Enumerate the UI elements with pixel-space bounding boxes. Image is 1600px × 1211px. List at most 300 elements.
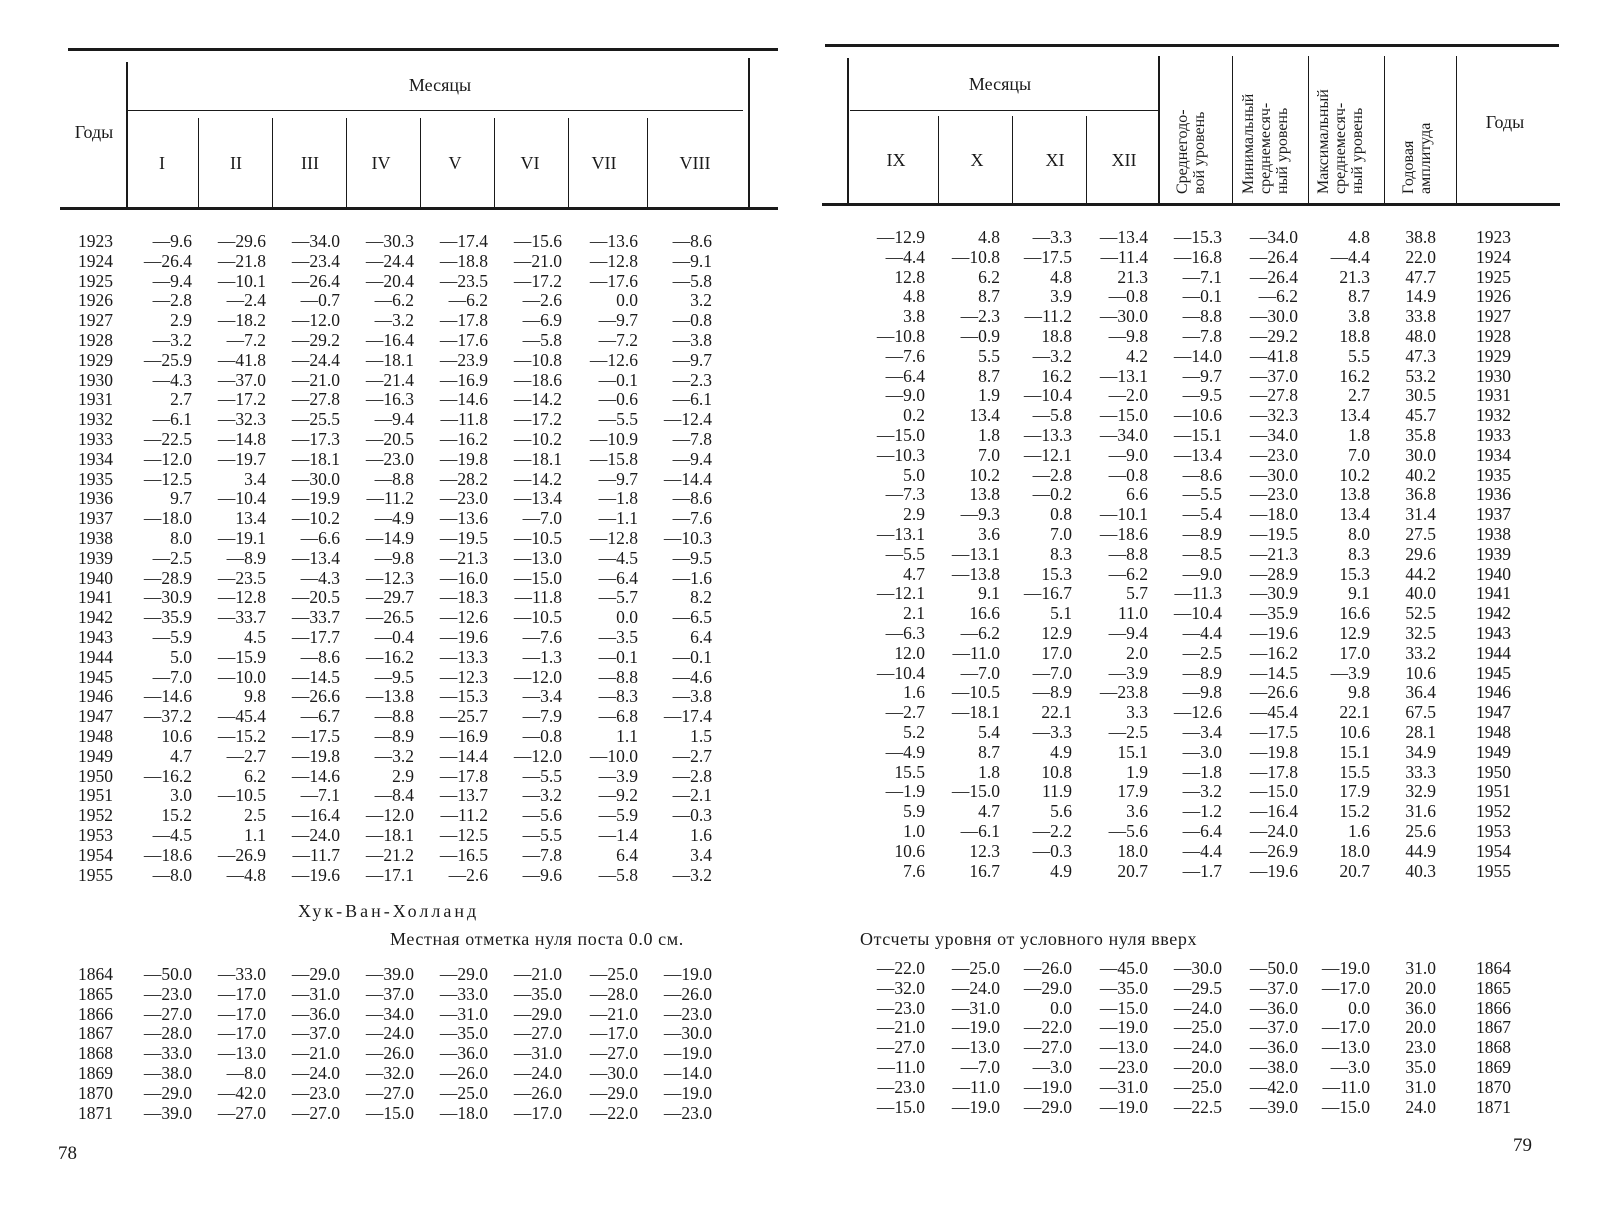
value-cell: 40.0 bbox=[1405, 583, 1436, 604]
value-cell: —9.2 bbox=[598, 785, 638, 806]
value-cell: —24.0 bbox=[513, 1063, 562, 1083]
value-cell: 4.7 bbox=[170, 745, 192, 766]
value-cell: 4.8 bbox=[903, 286, 925, 307]
value-cell: 2.0 bbox=[1126, 642, 1148, 663]
value-cell: —35.0 bbox=[439, 1023, 488, 1044]
value-cell: —10.9 bbox=[589, 429, 638, 449]
value-cell: 10.8 bbox=[1041, 761, 1072, 782]
value-cell: —6.6 bbox=[300, 528, 340, 548]
value-cell: —0.4 bbox=[374, 627, 414, 647]
value-cell: —21.0 bbox=[876, 1017, 925, 1038]
value-cell: —18.0 bbox=[143, 508, 192, 529]
table-row bbox=[0, 845, 800, 865]
value-cell: —13.1 bbox=[951, 543, 1000, 564]
value-cell: 1.8 bbox=[978, 761, 1000, 782]
value-cell: 3.6 bbox=[1126, 801, 1148, 822]
value-cell: —16.2 bbox=[439, 429, 488, 449]
value-cell: —9.5 bbox=[1182, 385, 1222, 406]
value-cell: —17.8 bbox=[439, 310, 488, 331]
value-cell: —10.2 bbox=[513, 429, 562, 449]
value-cell: —3.2 bbox=[522, 785, 562, 806]
value-cell: —16.5 bbox=[439, 844, 488, 865]
value-cell: —5.8 bbox=[672, 270, 712, 291]
value-cell: —26.0 bbox=[663, 983, 712, 1004]
value-cell: 4.8 bbox=[1348, 227, 1370, 247]
year-cell: 1944 bbox=[78, 646, 113, 667]
value-cell: —37.0 bbox=[1249, 977, 1298, 998]
value-cell: 0.2 bbox=[903, 405, 925, 426]
value-cell: —21.2 bbox=[365, 844, 414, 865]
value-cell: —14.6 bbox=[439, 389, 488, 410]
right-table-body-1864-1871 bbox=[800, 958, 1600, 1120]
value-cell: 2.7 bbox=[170, 389, 192, 410]
value-cell: —12.3 bbox=[439, 666, 488, 687]
value-cell: —0.9 bbox=[960, 326, 1000, 346]
value-cell: 8.7 bbox=[1348, 286, 1370, 307]
value-cell: —18.1 bbox=[513, 448, 562, 469]
value-cell: —9.5 bbox=[374, 666, 414, 687]
value-cell: —8.0 bbox=[226, 1063, 266, 1083]
value-cell: —20.4 bbox=[365, 270, 414, 291]
value-cell: —37.2 bbox=[143, 706, 192, 727]
value-cell: —24.0 bbox=[291, 1063, 340, 1083]
value-cell: —31.0 bbox=[291, 983, 340, 1004]
table-row bbox=[0, 508, 800, 528]
year-cell: 1946 bbox=[1476, 682, 1511, 703]
value-cell: —14.2 bbox=[513, 389, 562, 410]
value-cell: —34.0 bbox=[1099, 425, 1148, 445]
value-cell: —3.9 bbox=[598, 765, 638, 786]
top-rule bbox=[825, 44, 1559, 47]
value-cell: —25.5 bbox=[291, 409, 340, 430]
table-row bbox=[0, 469, 800, 489]
value-cell: —9.7 bbox=[1182, 365, 1222, 386]
value-cell: —29.7 bbox=[365, 587, 414, 608]
column-divider bbox=[1384, 56, 1385, 203]
value-cell: —0.1 bbox=[598, 646, 638, 667]
value-cell: —16.4 bbox=[365, 330, 414, 350]
value-cell: —3.2 bbox=[152, 330, 192, 350]
table-row bbox=[800, 504, 1600, 524]
reading-note: Отсчеты уровня от условного нуля вверх bbox=[860, 929, 1198, 949]
table-row bbox=[0, 706, 800, 726]
value-cell: —2.8 bbox=[1032, 464, 1072, 485]
month-label: IV bbox=[371, 153, 391, 173]
value-cell: —36.0 bbox=[1249, 997, 1298, 1018]
value-cell: —3.0 bbox=[1032, 1057, 1072, 1077]
table-row bbox=[0, 1004, 800, 1024]
year-cell: 1869 bbox=[78, 1063, 113, 1083]
value-cell: —34.0 bbox=[365, 1003, 414, 1024]
value-cell: —23.0 bbox=[663, 1102, 712, 1123]
value-cell: —17.5 bbox=[291, 726, 340, 746]
value-cell: 5.1 bbox=[1050, 603, 1072, 624]
value-cell: —14.9 bbox=[365, 528, 414, 548]
value-cell: —21.3 bbox=[439, 547, 488, 568]
table-row bbox=[800, 346, 1600, 366]
year-cell: 1955 bbox=[78, 864, 113, 885]
value-cell: —14.0 bbox=[1173, 345, 1222, 366]
value-cell: —13.8 bbox=[365, 686, 414, 707]
value-cell: —33.7 bbox=[291, 607, 340, 628]
value-cell: —6.2 bbox=[960, 623, 1000, 643]
value-cell: —12.1 bbox=[876, 583, 925, 604]
table-row bbox=[0, 805, 800, 825]
value-cell: —17.0 bbox=[217, 1023, 266, 1044]
month-label: X bbox=[970, 150, 984, 170]
value-cell: —45.0 bbox=[1099, 958, 1148, 978]
value-cell: —5.9 bbox=[598, 805, 638, 826]
year-cell: 1925 bbox=[78, 270, 113, 291]
value-cell: —26.9 bbox=[217, 844, 266, 865]
value-cell: —22.0 bbox=[876, 958, 925, 978]
value-cell: —23.0 bbox=[365, 448, 414, 469]
value-cell: —14.5 bbox=[1249, 662, 1298, 683]
value-cell: —7.9 bbox=[522, 706, 562, 727]
value-cell: —10.0 bbox=[217, 666, 266, 687]
value-cell: —4.6 bbox=[672, 666, 712, 687]
value-cell: —37.0 bbox=[1249, 1017, 1298, 1038]
table-row bbox=[0, 290, 800, 310]
value-cell: —16.2 bbox=[1249, 642, 1298, 663]
value-cell: 8.7 bbox=[978, 365, 1000, 386]
value-cell: —8.9 bbox=[1032, 682, 1072, 703]
value-cell: —7.0 bbox=[152, 666, 192, 687]
value-cell: 17.9 bbox=[1339, 781, 1370, 802]
value-cell: 53.2 bbox=[1405, 365, 1436, 386]
value-cell: —15.3 bbox=[439, 686, 488, 707]
year-cell: 1928 bbox=[78, 330, 113, 350]
year-cell: 1932 bbox=[78, 409, 113, 430]
value-cell: —3.8 bbox=[672, 330, 712, 350]
value-cell: —2.6 bbox=[448, 864, 488, 885]
value-cell: 11.9 bbox=[1042, 781, 1072, 802]
value-cell: 12.9 bbox=[1041, 623, 1072, 643]
value-cell: —25.9 bbox=[143, 349, 192, 370]
value-cell: —17.0 bbox=[513, 1102, 562, 1123]
value-cell: 13.4 bbox=[969, 405, 1000, 426]
value-cell: —8.9 bbox=[1182, 524, 1222, 544]
value-cell: —2.5 bbox=[1108, 722, 1148, 742]
table-row bbox=[0, 627, 800, 647]
value-cell: 20.7 bbox=[1117, 860, 1148, 881]
value-cell: —17.4 bbox=[439, 231, 488, 251]
value-cell: —24.0 bbox=[951, 977, 1000, 998]
table-row bbox=[800, 484, 1600, 504]
table-row bbox=[0, 984, 800, 1004]
table-row bbox=[0, 766, 800, 786]
value-cell: —12.0 bbox=[143, 448, 192, 469]
year-cell: 1935 bbox=[1476, 464, 1511, 485]
value-cell: —15.0 bbox=[1249, 781, 1298, 802]
value-cell: —30.0 bbox=[589, 1063, 638, 1083]
value-cell: —35.0 bbox=[513, 983, 562, 1004]
value-cell: —10.8 bbox=[876, 326, 925, 346]
year-cell: 1929 bbox=[1476, 345, 1511, 366]
value-cell: —18.0 bbox=[1249, 504, 1298, 525]
value-cell: —50.0 bbox=[143, 964, 192, 984]
table-row bbox=[800, 722, 1600, 742]
value-cell: 12.8 bbox=[894, 266, 925, 287]
value-cell: 0.0 bbox=[1050, 997, 1072, 1018]
table-row bbox=[800, 1077, 1600, 1097]
value-cell: —16.9 bbox=[439, 369, 488, 390]
value-cell: —6.8 bbox=[598, 706, 638, 727]
value-cell: 15.2 bbox=[161, 805, 192, 826]
value-cell: —14.6 bbox=[291, 765, 340, 786]
value-cell: 12.0 bbox=[894, 642, 925, 663]
value-cell: 3.9 bbox=[1050, 286, 1072, 307]
value-cell: —2.8 bbox=[152, 290, 192, 311]
value-cell: —2.6 bbox=[522, 290, 562, 311]
value-cell: —23.5 bbox=[217, 567, 266, 588]
value-cell: —3.2 bbox=[1182, 781, 1222, 802]
value-cell: 32.9 bbox=[1405, 781, 1436, 802]
value-cell: —7.0 bbox=[1032, 662, 1072, 683]
value-cell: 44.2 bbox=[1405, 563, 1436, 584]
value-cell: —24.0 bbox=[291, 825, 340, 845]
value-cell: —24.4 bbox=[291, 349, 340, 370]
value-cell: —3.9 bbox=[1330, 662, 1370, 683]
value-cell: —18.6 bbox=[513, 369, 562, 390]
value-cell: —6.2 bbox=[374, 290, 414, 311]
value-cell: 35.8 bbox=[1405, 425, 1436, 445]
value-cell: 5.0 bbox=[170, 646, 192, 667]
value-cell: —29.0 bbox=[143, 1082, 192, 1103]
year-cell: 1949 bbox=[1476, 741, 1511, 762]
value-cell: 13.4 bbox=[1339, 405, 1370, 426]
value-cell: —12.6 bbox=[439, 607, 488, 628]
value-cell: —1.8 bbox=[1182, 761, 1222, 782]
value-cell: —17.7 bbox=[291, 627, 340, 647]
value-cell: 15.1 bbox=[1339, 741, 1370, 762]
year-cell: 1865 bbox=[1476, 977, 1511, 998]
value-cell: —5.5 bbox=[522, 825, 562, 845]
value-cell: —3.5 bbox=[598, 627, 638, 647]
value-cell: 2.7 bbox=[1348, 385, 1370, 406]
value-cell: 11.0 bbox=[1118, 603, 1148, 624]
month-label: II bbox=[230, 153, 242, 173]
value-cell: 20.0 bbox=[1405, 977, 1436, 998]
year-cell: 1923 bbox=[1476, 227, 1511, 247]
value-cell: —16.2 bbox=[143, 765, 192, 786]
value-cell: —7.6 bbox=[522, 627, 562, 647]
value-cell: —6.7 bbox=[300, 706, 340, 727]
value-cell: —19.0 bbox=[663, 1082, 712, 1103]
value-cell: 15.3 bbox=[1041, 563, 1072, 584]
value-cell: —15.0 bbox=[365, 1102, 414, 1123]
value-cell: —11.8 bbox=[440, 409, 488, 430]
value-cell: —21.0 bbox=[291, 1043, 340, 1064]
value-cell: —14.4 bbox=[439, 745, 488, 766]
year-cell: 1931 bbox=[78, 389, 113, 410]
value-cell: —3.0 bbox=[1330, 1057, 1370, 1077]
value-cell: —8.4 bbox=[374, 785, 414, 806]
month-divider bbox=[272, 118, 273, 207]
value-cell: —18.2 bbox=[217, 310, 266, 331]
year-cell: 1944 bbox=[1476, 642, 1511, 663]
value-cell: —2.3 bbox=[672, 369, 712, 390]
value-cell: —19.0 bbox=[1099, 1017, 1148, 1038]
value-cell: —31.0 bbox=[439, 1003, 488, 1024]
value-cell: —23.0 bbox=[876, 1076, 925, 1097]
value-cell: —33.0 bbox=[143, 1043, 192, 1064]
months-group-header: Месяцы bbox=[408, 75, 472, 95]
value-cell: —17.5 bbox=[1249, 722, 1298, 742]
table-row bbox=[0, 350, 800, 370]
value-cell: —16.4 bbox=[1249, 801, 1298, 822]
table-row bbox=[0, 370, 800, 390]
table-row bbox=[0, 825, 800, 845]
year-cell: 1939 bbox=[1476, 543, 1511, 564]
table-row bbox=[0, 607, 800, 627]
value-cell: —23.0 bbox=[439, 488, 488, 509]
value-cell: —28.0 bbox=[589, 983, 638, 1004]
value-cell: 0.0 bbox=[1348, 997, 1370, 1018]
value-cell: —10.4 bbox=[876, 662, 925, 683]
value-cell: —27.0 bbox=[143, 1003, 192, 1024]
value-cell: —24.0 bbox=[1249, 821, 1298, 841]
value-cell: —19.8 bbox=[1249, 741, 1298, 762]
table-row bbox=[0, 1083, 800, 1103]
value-cell: —9.0 bbox=[1182, 563, 1222, 584]
year-cell: 1937 bbox=[1476, 504, 1511, 525]
value-cell: 16.6 bbox=[1339, 603, 1370, 624]
value-cell: —25.0 bbox=[439, 1082, 488, 1103]
zero-mark-note: Местная отметка нуля поста 0.0 см. bbox=[390, 929, 684, 949]
value-cell: —14.0 bbox=[663, 1063, 712, 1083]
value-cell: —30.0 bbox=[1249, 464, 1298, 485]
value-cell: —5.4 bbox=[1182, 504, 1222, 525]
value-cell: 6.4 bbox=[690, 627, 712, 647]
table-row bbox=[0, 964, 800, 984]
value-cell: 30.0 bbox=[1405, 444, 1436, 465]
value-cell: —15.0 bbox=[876, 425, 925, 445]
value-cell: —9.8 bbox=[1182, 682, 1222, 703]
value-cell: 48.0 bbox=[1405, 326, 1436, 346]
value-cell: —13.0 bbox=[1099, 1037, 1148, 1058]
value-cell: —25.0 bbox=[1173, 1017, 1222, 1038]
value-cell: —9.4 bbox=[1108, 623, 1148, 643]
value-cell: 1.1 bbox=[244, 825, 266, 845]
value-cell: —19.5 bbox=[439, 528, 488, 548]
value-cell: —6.4 bbox=[1182, 821, 1222, 841]
value-cell: —28.9 bbox=[143, 567, 192, 588]
value-cell: —8.8 bbox=[1182, 306, 1222, 327]
table-row bbox=[800, 762, 1600, 782]
table-row bbox=[0, 667, 800, 687]
value-cell: 16.6 bbox=[969, 603, 1000, 624]
value-cell: 8.7 bbox=[978, 741, 1000, 762]
value-cell: 3.4 bbox=[244, 468, 266, 489]
table-row bbox=[800, 306, 1600, 326]
value-cell: 45.7 bbox=[1405, 405, 1436, 426]
value-cell: —8.0 bbox=[152, 864, 192, 885]
table-row bbox=[0, 548, 800, 568]
value-cell: 23.0 bbox=[1405, 1037, 1436, 1058]
value-cell: —6.2 bbox=[1108, 563, 1148, 584]
year-cell: 1942 bbox=[78, 607, 113, 628]
station-title: Хук-Ван-Холланд bbox=[298, 901, 480, 921]
value-cell: —4.4 bbox=[1182, 840, 1222, 861]
value-cell: —30.0 bbox=[1173, 958, 1222, 978]
year-cell: 1927 bbox=[1476, 306, 1511, 327]
header-bottom-rule bbox=[60, 207, 778, 210]
value-cell: —27.8 bbox=[291, 389, 340, 410]
value-cell: —28.0 bbox=[143, 1023, 192, 1044]
value-cell: —50.0 bbox=[1249, 958, 1298, 978]
month-divider bbox=[1086, 116, 1087, 203]
year-cell: 1926 bbox=[78, 290, 113, 311]
value-cell: —0.1 bbox=[598, 369, 638, 390]
value-cell: —29.2 bbox=[291, 330, 340, 350]
value-cell: —3.3 bbox=[1032, 227, 1072, 247]
value-cell: —10.6 bbox=[1173, 405, 1222, 426]
value-cell: —18.3 bbox=[439, 587, 488, 608]
value-cell: 9.8 bbox=[244, 686, 266, 707]
value-cell: —19.8 bbox=[291, 745, 340, 766]
value-cell: —4.3 bbox=[152, 369, 192, 390]
value-cell: —0.3 bbox=[672, 805, 712, 826]
value-cell: —9.8 bbox=[1108, 326, 1148, 346]
value-cell: —7.8 bbox=[672, 429, 712, 449]
value-cell: 13.4 bbox=[1339, 504, 1370, 525]
value-cell: —17.6 bbox=[439, 330, 488, 350]
value-cell: 35.0 bbox=[1405, 1057, 1436, 1077]
value-cell: —1.8 bbox=[598, 488, 638, 509]
value-cell: —7.6 bbox=[885, 345, 925, 366]
value-cell: —12.5 bbox=[439, 825, 488, 845]
value-cell: —32.3 bbox=[217, 409, 266, 430]
table-row bbox=[800, 465, 1600, 485]
value-cell: —16.9 bbox=[439, 726, 488, 746]
header-bottom-rule bbox=[822, 203, 1560, 206]
value-cell: —15.8 bbox=[589, 448, 638, 469]
value-cell: —13.8 bbox=[951, 563, 1000, 584]
value-cell: —37.0 bbox=[291, 1023, 340, 1044]
value-cell: —2.7 bbox=[226, 745, 266, 766]
value-cell: —11.0 bbox=[952, 1076, 1000, 1097]
value-cell: —8.8 bbox=[598, 666, 638, 687]
table-row bbox=[800, 1037, 1600, 1057]
value-cell: —17.0 bbox=[589, 1023, 638, 1044]
month-label: XI bbox=[1045, 150, 1065, 170]
value-cell: —19.7 bbox=[217, 448, 266, 469]
value-cell: 4.8 bbox=[1050, 266, 1072, 287]
year-cell: 1871 bbox=[78, 1102, 113, 1123]
value-cell: —24.0 bbox=[1173, 997, 1222, 1018]
value-cell: —0.1 bbox=[672, 646, 712, 667]
value-cell: —22.0 bbox=[1023, 1017, 1072, 1038]
value-cell: —2.7 bbox=[885, 702, 925, 723]
value-cell: —12.0 bbox=[513, 666, 562, 687]
value-cell: 0.0 bbox=[616, 607, 638, 628]
value-cell: —8.6 bbox=[672, 488, 712, 509]
table-row bbox=[0, 785, 800, 805]
value-cell: —34.0 bbox=[1249, 227, 1298, 247]
value-cell: —4.5 bbox=[152, 825, 192, 845]
value-cell: —35.9 bbox=[143, 607, 192, 628]
value-cell: —10.5 bbox=[951, 682, 1000, 703]
value-cell: —13.0 bbox=[951, 1037, 1000, 1058]
value-cell: —9.5 bbox=[672, 547, 712, 568]
month-divider bbox=[198, 118, 199, 207]
value-cell: 1.0 bbox=[903, 821, 925, 841]
value-cell: —7.2 bbox=[598, 330, 638, 350]
table-row bbox=[800, 643, 1600, 663]
year-cell: 1925 bbox=[1476, 266, 1511, 287]
table-row bbox=[800, 405, 1600, 425]
